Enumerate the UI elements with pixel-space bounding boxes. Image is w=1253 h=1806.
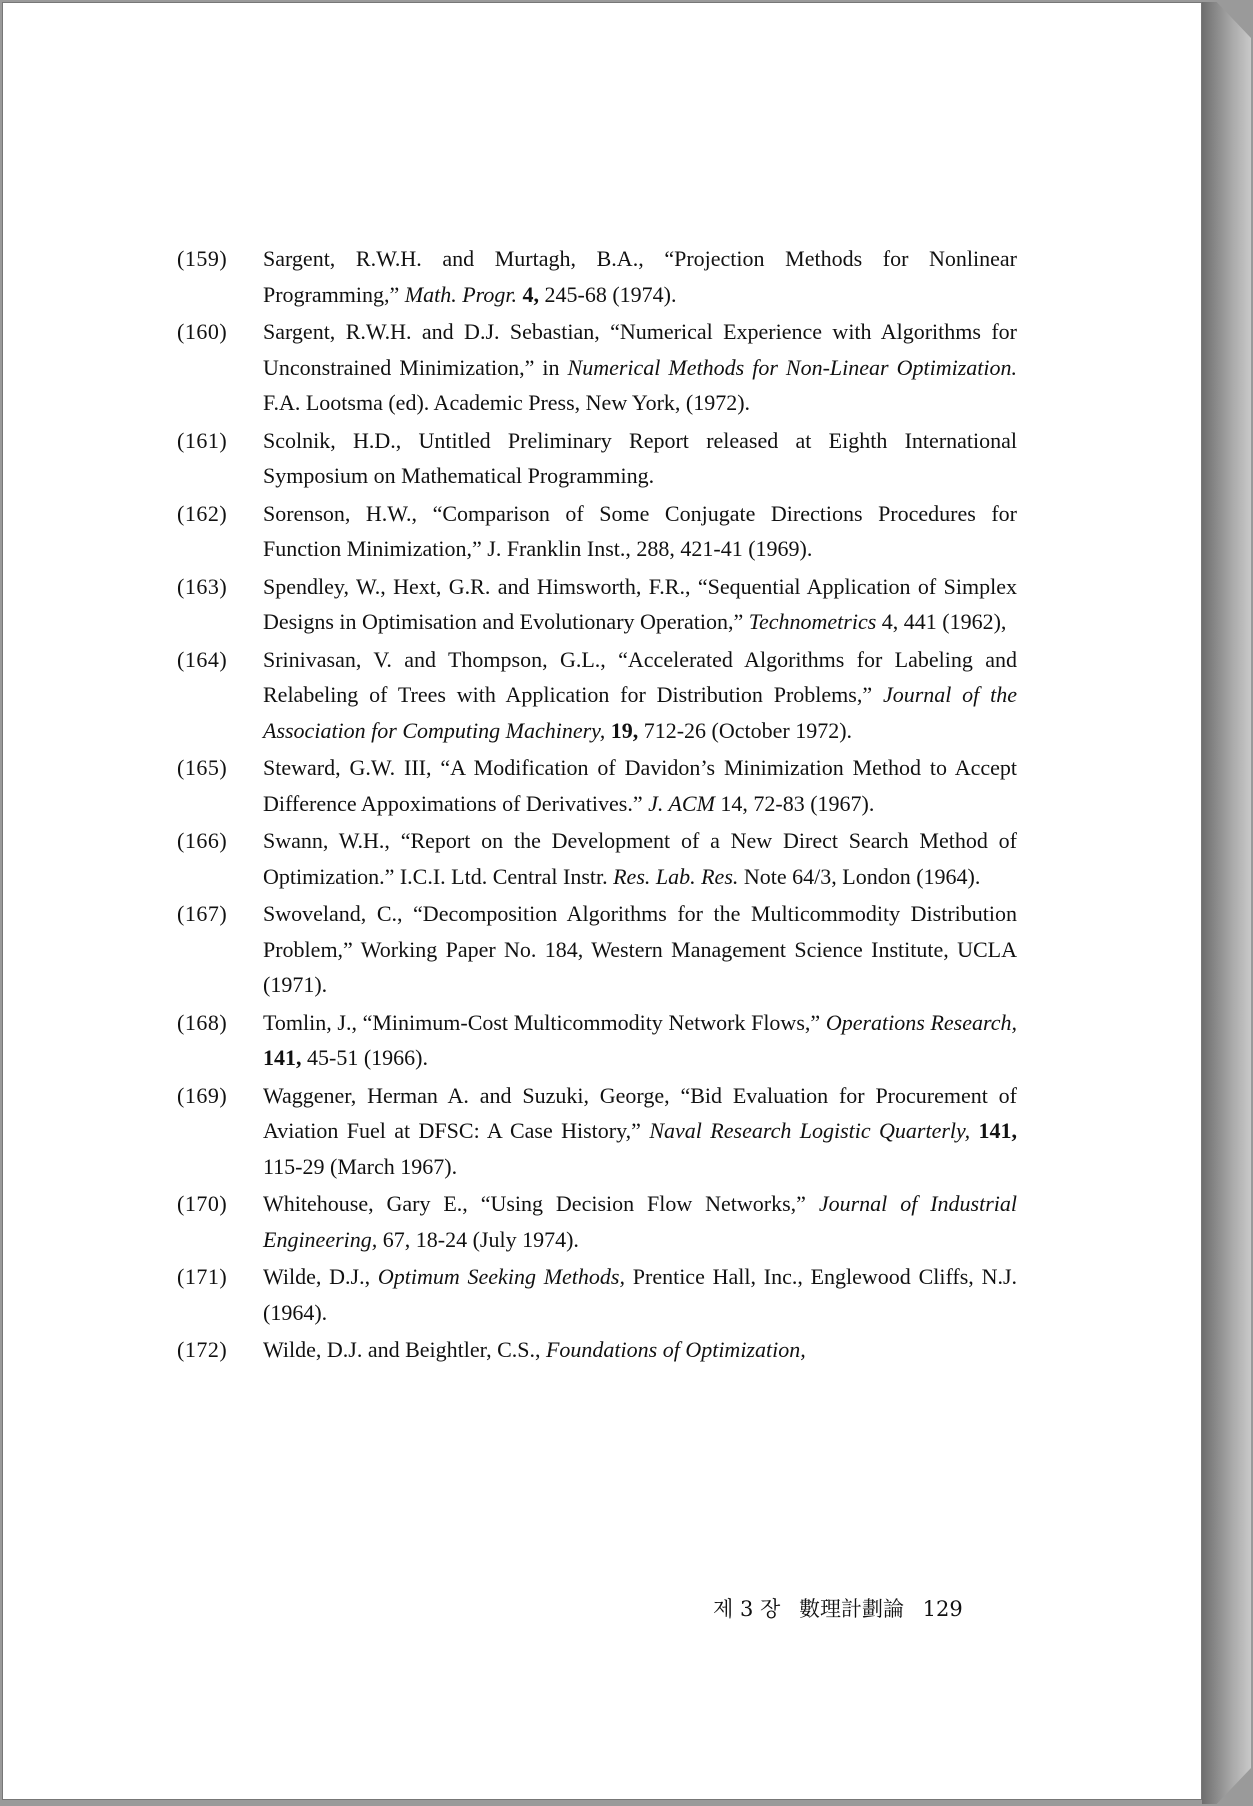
reference-text	[263, 1078, 1017, 1185]
reference-text-part: Foundations of Optimization,	[545, 1337, 806, 1362]
reference-text-part: Sargent, R.W.H. and D.J. Sebastian, “Numerical Experience with Algorithms for Unconstrained Minimization,” in	[263, 319, 1017, 380]
reference-text	[263, 823, 1017, 894]
reference-text	[263, 423, 1017, 494]
reference-text-part: Srinivasan, V. and Thompson, G.L., “Accelerated Algorithms for Labeling and Relabeling of Trees with Application for Distribution Problems,”	[263, 646, 1017, 707]
reference-number: (168)	[177, 1009, 228, 1035]
reference-entry	[177, 569, 1017, 640]
reference-number: (172)	[177, 1337, 228, 1362]
reference-text-part: 712-26 (October 1972).	[638, 717, 853, 743]
reference-number: (166)	[177, 828, 228, 853]
reference-number: (159)	[177, 246, 228, 271]
reference-number: (161)	[177, 427, 228, 453]
reference-text-part: Sargent, R.W.H. and Murtagh, B.A., “Projection Methods for Nonlinear Programming,”	[263, 246, 1017, 307]
reference-text-part	[970, 1118, 978, 1143]
page-edge-shadow	[1202, 2, 1251, 1804]
page-number: 129	[922, 1597, 963, 1621]
reference-text	[263, 642, 1017, 749]
reference-entry	[177, 241, 1017, 312]
reference-entry	[177, 423, 1017, 494]
book-page	[2, 2, 1202, 1800]
reference-text-part: 45-51 (1966).	[301, 1045, 428, 1070]
reference-entry	[177, 1078, 1017, 1185]
reference-entry	[177, 496, 1017, 567]
reference-entry	[177, 1005, 1017, 1076]
reference-number: (165)	[177, 755, 228, 780]
reference-entry	[177, 896, 1017, 1003]
chapter-title: 數理計劃論	[798, 1597, 904, 1621]
reference-text-part: Wilde, D.J.,	[263, 1264, 378, 1289]
reference-text-part: 4, 441 (1962),	[876, 609, 1007, 634]
reference-number: (160)	[177, 319, 228, 344]
reference-number: (171)	[177, 1264, 228, 1289]
reference-number: (167)	[177, 901, 228, 926]
reference-text	[263, 496, 1017, 567]
reference-entry	[177, 1186, 1017, 1257]
reference-entry	[177, 1332, 1017, 1368]
reference-text	[263, 1332, 1017, 1368]
reference-text	[263, 314, 1017, 421]
reference-text-part: F.A. Lootsma (ed). Academic Press, New York, (1972).	[263, 390, 751, 415]
reference-text-part: 14, 72-83 (1967).	[714, 790, 875, 816]
reference-text-part: Optimum Seeking Methods,	[377, 1264, 625, 1289]
reference-list	[177, 241, 1017, 1370]
reference-text	[263, 1259, 1017, 1330]
page-footer	[713, 1593, 975, 1623]
reference-number: (169)	[177, 1082, 228, 1108]
reference-text	[263, 1005, 1017, 1076]
reference-text	[263, 569, 1017, 640]
reference-text-part: Journal of Industrial Engineering,	[263, 1191, 1017, 1252]
reference-text-part: Res. Lab. Res.	[613, 863, 739, 889]
reference-text-part: 245-68 (1974).	[539, 281, 677, 307]
reference-text-part: Operations Research,	[825, 1009, 1018, 1035]
reference-number: (162)	[177, 500, 228, 526]
reference-text-part: Technometrics	[748, 609, 877, 634]
reference-text-part: 67, 18-24 (July 1974).	[377, 1226, 579, 1252]
reference-number: (163)	[177, 573, 228, 599]
reference-text-part: Waggener, Herman A. and Suzuki, George, “Bid Evaluation for Procurement of Aviation Fuel at DFSC: A Case History,”	[263, 1082, 1017, 1143]
reference-text-part: Scolnik, H.D., Untitled Preliminary Report released at Eighth International Symposium on Mathematical Programming.	[263, 427, 1017, 488]
reference-text-part: 141,	[263, 1045, 302, 1070]
reference-text	[263, 896, 1017, 1003]
reference-text	[263, 241, 1017, 312]
reference-text-part: Math. Progr.	[404, 281, 518, 307]
reference-text-part: 19,	[610, 717, 639, 743]
reference-text	[263, 750, 1017, 821]
reference-text-part: Naval Research Logistic Quarterly,	[649, 1118, 971, 1143]
chapter-label: 제 3 장	[713, 1597, 781, 1621]
reference-text-part: Steward, G.W. III, “A Modification of Davidon’s Minimization Method to Accept Difference Appoximations of Derivatives.”	[263, 755, 1017, 816]
reference-number: (170)	[177, 1191, 228, 1216]
reference-text-part: Sorenson, H.W., “Comparison of Some Conjugate Directions Procedures for Function Minimization,” J. Franklin Inst., 288, 421-41 (1969).	[263, 500, 1017, 561]
reference-text	[263, 1186, 1017, 1257]
reference-entry	[177, 823, 1017, 894]
reference-text-part: Prentice Hall, Inc., Englewood Cliffs, N.J. (1964).	[263, 1264, 1018, 1325]
reference-text-part: Whitehouse, Gary E., “Using Decision Flow Networks,”	[263, 1191, 819, 1216]
reference-text-part: Journal of the Association for Computing Machinery,	[263, 682, 1017, 743]
reference-text-part: J. ACM	[648, 790, 715, 816]
reference-text-part: 4,	[522, 281, 540, 307]
reference-entry	[177, 314, 1017, 421]
reference-number: (164)	[177, 646, 228, 672]
reference-entry	[177, 750, 1017, 821]
reference-text-part: Spendley, W., Hext, G.R. and Himsworth, F.R., “Sequential Application of Simplex Designs in Optimisation and Evolutionary Operation,”	[263, 573, 1017, 634]
reference-text-part: 115-29 (March 1967).	[263, 1153, 458, 1179]
reference-text-part: Note 64/3, London (1964).	[738, 863, 981, 889]
reference-text-part: Wilde, D.J. and Beightler, C.S.,	[263, 1337, 546, 1362]
reference-text-part: Swann, W.H., “Report on the Development of a New Direct Search Method of Optimization.” I.C.I. Ltd. Central Instr.	[263, 828, 1017, 889]
reference-text-part: 141,	[978, 1118, 1018, 1143]
reference-entry	[177, 1259, 1017, 1330]
reference-entry	[177, 642, 1017, 749]
reference-text-part: Swoveland, C., “Decomposition Algorithms for the Multicommodity Distribution Problem,” Working Paper No. 184, Western Management Science Institute, UCLA (1971).	[263, 901, 1017, 997]
reference-text-part: Tomlin, J., “Minimum-Cost Multicommodity Network Flows,”	[263, 1009, 826, 1035]
reference-text-part: Numerical Methods for Non-Linear Optimization.	[567, 354, 1018, 380]
